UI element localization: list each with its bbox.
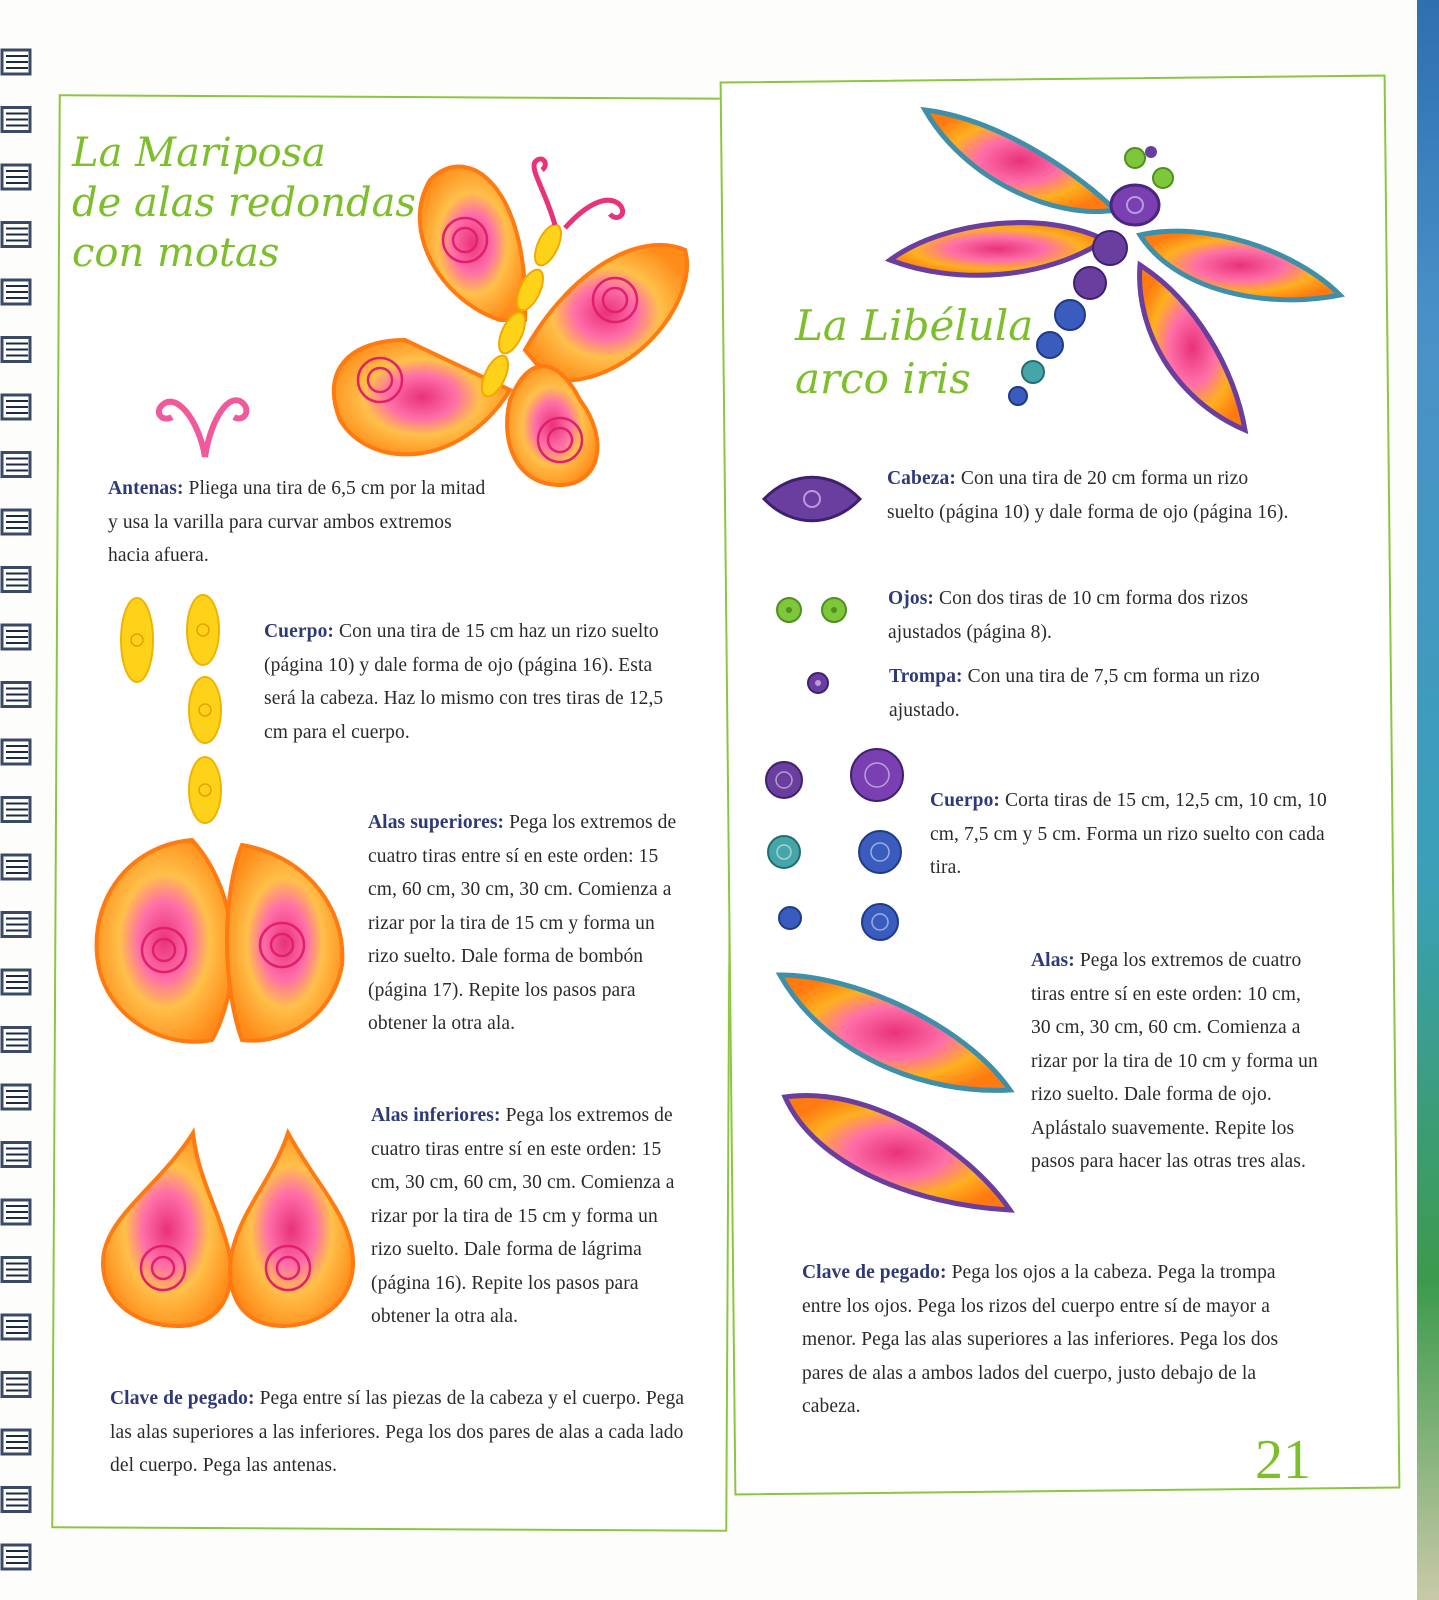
spiral-binding bbox=[0, 40, 34, 1580]
section-text: Pliega una tira de 6,5 cm por la mitad y usa la varilla para curvar ambos extremos hacia afuera. bbox=[108, 478, 486, 566]
section-label: Trompa: bbox=[889, 666, 963, 687]
head-piece-illustration bbox=[762, 470, 862, 528]
section-label: Alas inferiores: bbox=[371, 1105, 501, 1126]
section-text: Pega entre sí las piezas de la cabeza y el cuerpo. Pega las alas superiores a las inferiores. Pega los dos pares de alas a cada lado del cuerpo. Pega las antenas. bbox=[110, 1388, 685, 1476]
section-text: Pega los extremos de cuatro tiras entre sí en este orden: 15 cm, 30 cm, 60 cm, 30 cm. Comienza a rizar por la tira de 15 cm y forma un rizo suelto. Dale forma de lágrima (página 16). Repite los pasos para obtener la otra ala. bbox=[371, 1105, 675, 1327]
proboscis-illustration bbox=[803, 668, 833, 698]
eyes-paragraph bbox=[888, 582, 1308, 649]
title-line: con motas bbox=[72, 230, 280, 276]
body-paragraph bbox=[264, 615, 669, 749]
title-line: de alas redondas bbox=[72, 180, 416, 226]
section-text: Con una tira de 20 cm forma un rizo suelto (página 10) y dale forma de ojo (página 16). bbox=[887, 468, 1289, 523]
eyes-illustration bbox=[772, 595, 857, 625]
wing bbox=[334, 340, 510, 454]
butterfly-glue-key-paragraph bbox=[110, 1382, 695, 1483]
section-label: Cuerpo: bbox=[264, 621, 335, 642]
title-line: La Mariposa bbox=[72, 130, 326, 176]
section-text: Pega los ojos a la cabeza. Pega la trompa entre los ojos. Pega los rizos del cuerpo entre sí de mayor a menor. Pega las alas superiores a las inferiores. Pega los dos pares de alas a ambos lados del cuerpo, justo debajo de la cabeza. bbox=[802, 1262, 1279, 1417]
section-text: Con una tira de 15 cm haz un rizo suelto (página 10) y dale forma de ojo (página 16). Esta será la cabeza. Haz lo mismo con tres tiras de 12,5 cm para el cuerpo. bbox=[264, 621, 664, 743]
section-label: Cabeza: bbox=[887, 468, 956, 489]
section-label: Clave de pegado: bbox=[802, 1262, 947, 1283]
upper-wings-paragraph bbox=[368, 806, 683, 1041]
antennae-illustration bbox=[150, 385, 255, 465]
lower-wings-paragraph bbox=[371, 1099, 686, 1334]
section-text: Pega los extremos de cuatro tiras entre sí en este orden: 15 cm, 60 cm, 30 cm, 30 cm. Comienza a rizar por la tira de 15 cm y forma un rizo suelto. Dale forma de bombón (página 17). Repite los pasos para obtener la otra ala. bbox=[368, 812, 677, 1034]
section-text: Con dos tiras de 10 cm forma dos rizos ajustados (página 8). bbox=[888, 588, 1249, 643]
head-paragraph bbox=[887, 462, 1292, 529]
page-number: 21 bbox=[1255, 1429, 1311, 1491]
section-label: Alas: bbox=[1031, 950, 1075, 971]
next-page-edge bbox=[1417, 0, 1439, 1600]
body-paragraph bbox=[930, 784, 1330, 885]
section-label: Clave de pegado: bbox=[110, 1388, 255, 1409]
section-label: Cuerpo: bbox=[930, 790, 1001, 811]
dragonfly-illustration bbox=[885, 100, 1345, 435]
section-text: Corta tiras de 15 cm, 12,5 cm, 10 cm, 10 cm, 7,5 cm y 5 cm. Forma un rizo suelto con cada tira. bbox=[930, 790, 1327, 878]
proboscis-paragraph bbox=[889, 660, 1299, 727]
antennae-paragraph bbox=[108, 472, 498, 573]
dragonfly-glue-key-paragraph bbox=[802, 1256, 1317, 1424]
section-text: Pega los extremos de cuatro tiras entre sí en este orden: 10 cm, 30 cm, 30 cm, 60 cm. Comienza a rizar por la tira de 10 cm y forma un rizo suelto. Dale forma de ojo. Aplástalo suavemente. Repite los pasos para hacer las otras tres alas. bbox=[1031, 950, 1318, 1172]
upper-wings-illustration bbox=[92, 835, 352, 1050]
title-line: La Libélula bbox=[795, 301, 1034, 350]
section-label: Antenas: bbox=[108, 478, 184, 499]
section-text: Con una tira de 7,5 cm forma un rizo ajustado. bbox=[889, 666, 1260, 721]
wings-paragraph bbox=[1031, 944, 1321, 1179]
butterfly-illustration bbox=[310, 150, 700, 490]
section-label: Ojos: bbox=[888, 588, 934, 609]
body-pieces-illustration bbox=[115, 595, 240, 830]
section-label: Alas superiores: bbox=[368, 812, 505, 833]
title-line: arco iris bbox=[795, 353, 971, 403]
body-curls-illustration bbox=[762, 750, 912, 950]
lower-wings-illustration bbox=[98, 1128, 358, 1328]
dragonfly-wings-illustration bbox=[775, 965, 1020, 1215]
